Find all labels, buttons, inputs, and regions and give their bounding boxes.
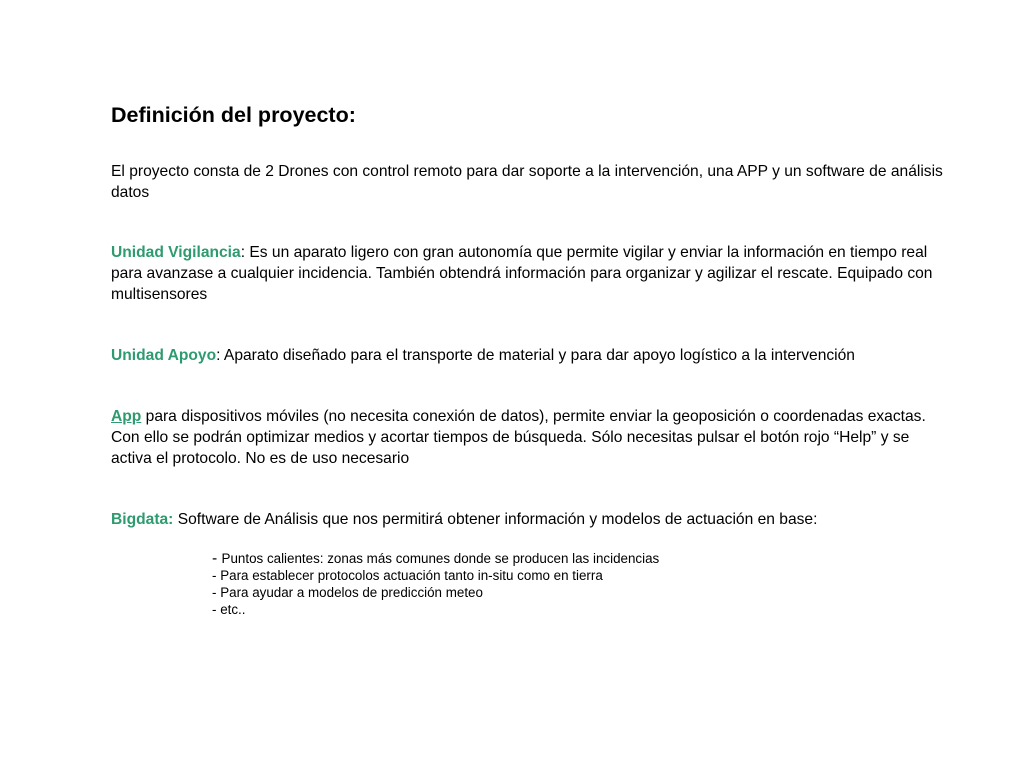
bigdata-text: Software de Análisis que nos permitirá obtener información y modelos de actuación en base: bbox=[173, 511, 818, 528]
bigdata-keyword: Bigdata: bbox=[111, 511, 174, 528]
list-item bbox=[212, 584, 659, 601]
list-item bbox=[212, 601, 659, 618]
app-paragraph bbox=[111, 406, 951, 469]
bullet-dash: - bbox=[212, 550, 222, 567]
apoyo-keyword: Unidad Apoyo bbox=[111, 347, 217, 364]
apoyo-text: : Aparato diseñado para el transporte de material y para dar apoyo logístico a la intervención bbox=[216, 347, 855, 364]
list-item bbox=[212, 550, 659, 567]
bullet-dash: - bbox=[212, 568, 221, 583]
bullet-text: Para establecer protocolos actuación tanto in-situ como en tierra bbox=[220, 568, 603, 583]
vigilancia-text: : Es un aparato ligero con gran autonomía que permite vigilar y enviar la información en tiempo real para avanzase a cualquier incidencia. También obtendrá información para organizar y agilizar el rescate. Equipado con multisensores bbox=[111, 244, 933, 303]
bullet-text: Para ayudar a modelos de predicción meteo bbox=[220, 585, 483, 600]
apoyo-paragraph bbox=[111, 345, 951, 366]
bullet-text: etc.. bbox=[220, 602, 246, 617]
bigdata-bullet-list bbox=[212, 550, 659, 618]
bigdata-paragraph bbox=[111, 509, 951, 530]
bullet-text: Puntos calientes: zonas más comunes donde se producen las incidencias bbox=[221, 551, 660, 566]
vigilancia-keyword: Unidad Vigilancia bbox=[111, 244, 241, 261]
page-title: Definición del proyecto: bbox=[111, 103, 356, 127]
bullet-dash: - bbox=[212, 585, 221, 600]
app-text: para dispositivos móviles (no necesita conexión de datos), permite enviar la geoposición o coordenadas exactas. Con ello se podrán optimizar medios y acortar tiempos de búsqueda. Sólo necesitas pulsar el botón rojo “Help” y se activa el protocolo. No es de uso necesario bbox=[111, 408, 926, 467]
intro-paragraph: El proyecto consta de 2 Drones con control remoto para dar soporte a la intervención, una APP y un software de análisis datos bbox=[111, 163, 943, 201]
vigilancia-paragraph bbox=[111, 242, 951, 305]
app-link[interactable]: App bbox=[111, 408, 142, 425]
list-item bbox=[212, 567, 659, 584]
bullet-dash: - bbox=[212, 602, 221, 617]
